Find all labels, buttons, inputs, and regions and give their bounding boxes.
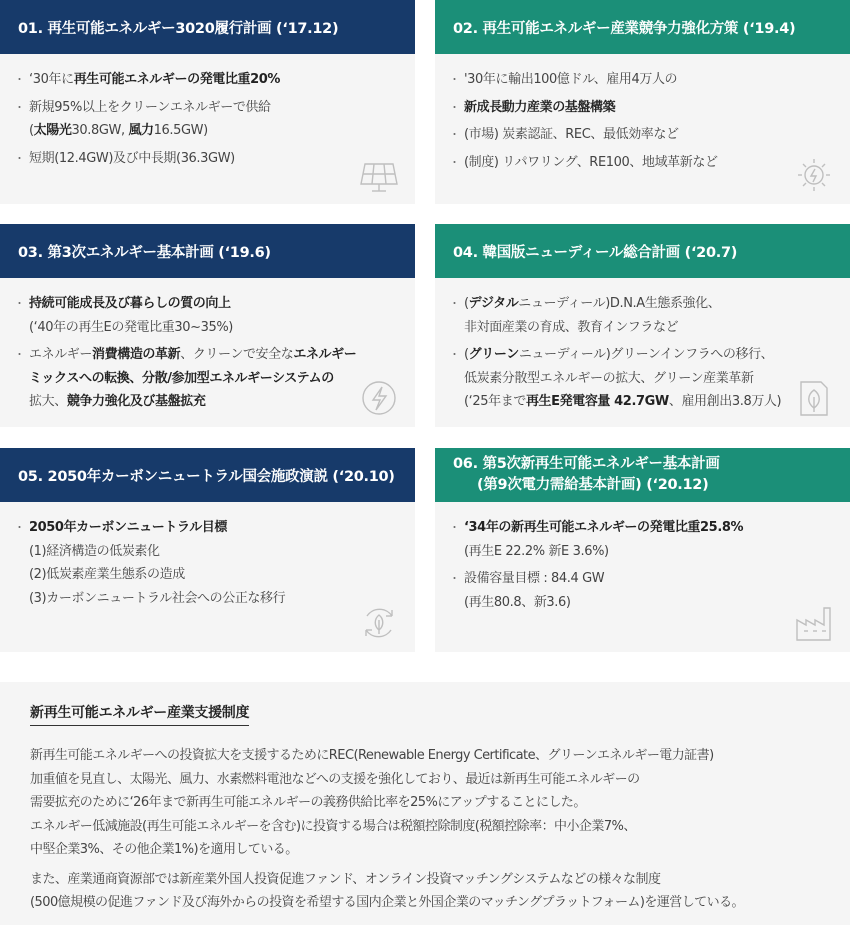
bullet-line bbox=[29, 292, 397, 316]
text: (‘25年まで bbox=[464, 394, 526, 409]
text: (3)カーボンニュートラル社会への公正な移行 bbox=[29, 590, 286, 606]
bullet-line bbox=[464, 292, 832, 316]
bullet-line bbox=[29, 540, 397, 564]
card-title: 01. 再生可能エネルギー3020履行計画 (‘17.12) bbox=[0, 0, 415, 54]
bullet-line bbox=[464, 516, 832, 540]
bullet-item bbox=[453, 151, 832, 175]
text: 新規95%以上をクリーンエネルギーで供給 bbox=[29, 99, 271, 115]
bullet-line bbox=[464, 151, 832, 175]
bold-text: グリーン bbox=[468, 347, 519, 362]
text: 、クリーンで安全な bbox=[180, 347, 294, 362]
card-items bbox=[453, 292, 832, 414]
bold-text: 太陽光 bbox=[33, 123, 72, 138]
text: 設備容量目標 : 84.4 GW bbox=[464, 571, 605, 586]
card-03 bbox=[0, 224, 415, 427]
card-title: 02. 再生可能エネルギー産業競争力強化方策 (‘19.4) bbox=[435, 0, 850, 54]
bold-text: 再生E発電容量 42.7GW bbox=[525, 394, 669, 409]
text: ( bbox=[29, 123, 34, 138]
text: (制度) リパワリング、RE100、地域革新など bbox=[464, 154, 718, 170]
text: 拡大、 bbox=[29, 394, 67, 409]
lightning-circle-icon bbox=[359, 379, 399, 417]
bold-text: 風力 bbox=[128, 123, 154, 138]
support-line: エネルギー低減施設(再生可能エネルギーを含む)に投資する場合は税額控除制度(税額控除率：中小企業7%、 bbox=[30, 818, 636, 834]
card-06 bbox=[435, 448, 850, 652]
bullet-line bbox=[29, 390, 397, 414]
bullet-line bbox=[464, 390, 832, 414]
card-body bbox=[435, 502, 850, 652]
bullet-line bbox=[29, 563, 397, 587]
bullet-item bbox=[18, 68, 397, 92]
text: 16.5GW) bbox=[153, 123, 208, 138]
card-body bbox=[435, 278, 850, 427]
card-02 bbox=[435, 0, 850, 204]
card-items bbox=[18, 68, 397, 170]
bold-text: 消費構造の革新 bbox=[92, 347, 181, 362]
bullet-line bbox=[29, 147, 397, 171]
text: エネルギー bbox=[29, 347, 93, 362]
text: (‘40年の再生Eの発電比重30~35%) bbox=[29, 319, 233, 335]
bullet-line bbox=[29, 96, 397, 120]
text: ニューディール)D.N.A生態系強化、 bbox=[518, 296, 721, 311]
text: 非対面産業の育成、教育インフラなど bbox=[464, 319, 679, 335]
bullet-line bbox=[29, 68, 397, 92]
text: (再生E 22.2% 新E 3.6%) bbox=[464, 543, 609, 559]
card-title-line-1: 06. 第5次新再生可能エネルギー基本計画 bbox=[453, 456, 720, 472]
support-line: 中堅企業3%、その他企業1%)を適用している。 bbox=[30, 842, 298, 857]
card-items bbox=[18, 516, 397, 610]
bold-text: 競争力強化及び基盤拡充 bbox=[66, 394, 206, 409]
bold-text: デジタル bbox=[468, 296, 519, 311]
leaf-document-icon bbox=[794, 379, 834, 417]
bullet-line bbox=[464, 123, 832, 147]
text: (再生80.8、新3.6) bbox=[464, 594, 571, 610]
bullet-item bbox=[18, 147, 397, 171]
factory-icon bbox=[794, 604, 834, 642]
solar-panel-icon bbox=[359, 156, 399, 194]
bullet-item bbox=[18, 343, 397, 414]
bullet-item bbox=[453, 567, 832, 614]
card-01 bbox=[0, 0, 415, 204]
bold-text: エネルギー bbox=[293, 347, 357, 362]
bullet-line bbox=[29, 587, 397, 611]
bullet-item bbox=[453, 123, 832, 147]
card-body bbox=[435, 54, 850, 204]
card-body bbox=[0, 502, 415, 652]
bullet-line bbox=[464, 96, 832, 120]
text: ( bbox=[464, 296, 469, 311]
bold-text: 新成長動力産業の基盤構築 bbox=[464, 99, 616, 115]
bullet-line bbox=[29, 316, 397, 340]
bullet-item bbox=[18, 516, 397, 610]
card-body bbox=[0, 278, 415, 427]
bullet-item bbox=[18, 292, 397, 339]
bullet-item bbox=[453, 96, 832, 120]
card-05 bbox=[0, 448, 415, 652]
text: 短期(12.4GW)及び中長期(36.3GW) bbox=[29, 150, 235, 166]
card-title-line-2: (第9次電力需給基本計画) (‘20.12) bbox=[477, 477, 709, 493]
card-items bbox=[453, 516, 832, 614]
bullet-item bbox=[453, 343, 832, 414]
bullet-item bbox=[453, 516, 832, 563]
bold-text: ミックスへの転換、分散/参加型エネルギーシステムの bbox=[29, 370, 334, 386]
text: 30.8GW, bbox=[71, 123, 129, 138]
bullet-line bbox=[29, 367, 397, 391]
text: (1)経済構造の低炭素化 bbox=[29, 543, 160, 559]
support-title: 新再生可能エネルギー産業支援制度 bbox=[30, 702, 249, 726]
support-paragraph-2 bbox=[30, 868, 820, 915]
support-section bbox=[0, 682, 850, 925]
bullet-line bbox=[464, 316, 832, 340]
text: (2)低炭素産業生態系の造成 bbox=[29, 567, 185, 582]
recycle-leaf-icon bbox=[359, 604, 399, 642]
bullet-line bbox=[464, 367, 832, 391]
card-04 bbox=[435, 224, 850, 427]
support-paragraph-1 bbox=[30, 744, 820, 862]
bold-text: 2050年カーボンニュートラル目標 bbox=[29, 520, 227, 535]
text: 、雇用創出3.8万人) bbox=[668, 394, 782, 409]
bullet-item bbox=[453, 68, 832, 92]
bullet-item bbox=[18, 96, 397, 143]
card-title: 05. 2050年カーボンニュートラル国会施政演説 (‘20.10) bbox=[0, 448, 415, 502]
bullet-line bbox=[464, 591, 832, 615]
card-title: 04. 韓国版ニューディール総合計画 (‘20.7) bbox=[435, 224, 850, 278]
support-line: また、産業通商資源部では新産業外国人投資促進ファンド、オンライン投資マッチングシステムなどの様々な制度 bbox=[30, 871, 661, 887]
text: ニューディール)グリーンインフラへの移行、 bbox=[518, 347, 774, 362]
bullet-item bbox=[453, 292, 832, 339]
bullet-line bbox=[29, 516, 397, 540]
bold-text: 持続可能成長及び暮らしの質の向上 bbox=[29, 296, 231, 311]
support-line: 加重値を見直し、太陽光、風力、水素燃料電池などへの支援を強化しており、最近は新再生可能エネルギーの bbox=[30, 771, 640, 787]
text: 低炭素分散型エネルギーの拡大、グリーン産業革新 bbox=[464, 370, 754, 386]
text: ‘30年に bbox=[29, 72, 74, 87]
support-line: 新再生可能エネルギーへの投資拡大を支援するためにREC(Renewable Energy Certificate、グリーンエネルギー電力証書) bbox=[30, 748, 714, 763]
card-title: 03. 第3次エネルギー基本計画 (‘19.6) bbox=[0, 224, 415, 278]
support-line: 需要拡充のために‘26年まで新再生可能エネルギーの義務供給比率を25%にアップすることにした。 bbox=[30, 795, 586, 810]
bullet-line bbox=[464, 68, 832, 92]
sun-power-icon bbox=[794, 156, 834, 194]
bullet-line bbox=[464, 540, 832, 564]
text: '30年に輸出100億ドル、雇用4万人の bbox=[464, 72, 678, 87]
card-items bbox=[18, 292, 397, 414]
bullet-line bbox=[29, 343, 397, 367]
card-body bbox=[0, 54, 415, 204]
text: ( bbox=[464, 347, 469, 362]
bold-text: 再生可能エネルギーの発電比重20% bbox=[73, 72, 281, 87]
bullet-line bbox=[29, 119, 397, 143]
bullet-line bbox=[464, 567, 832, 591]
bullet-line bbox=[464, 343, 832, 367]
card-items bbox=[453, 68, 832, 174]
text: (市場) 炭素認証、REC、最低効率など bbox=[464, 127, 679, 142]
bold-text: ‘34年の新再生可能エネルギーの発電比重25.8% bbox=[464, 520, 744, 535]
support-line: (500億規模の促進ファンド及び海外からの投資を希望する国内企業と外国企業のマッチングプラットフォーム)を運営している。 bbox=[30, 895, 744, 910]
card-title bbox=[435, 448, 850, 502]
